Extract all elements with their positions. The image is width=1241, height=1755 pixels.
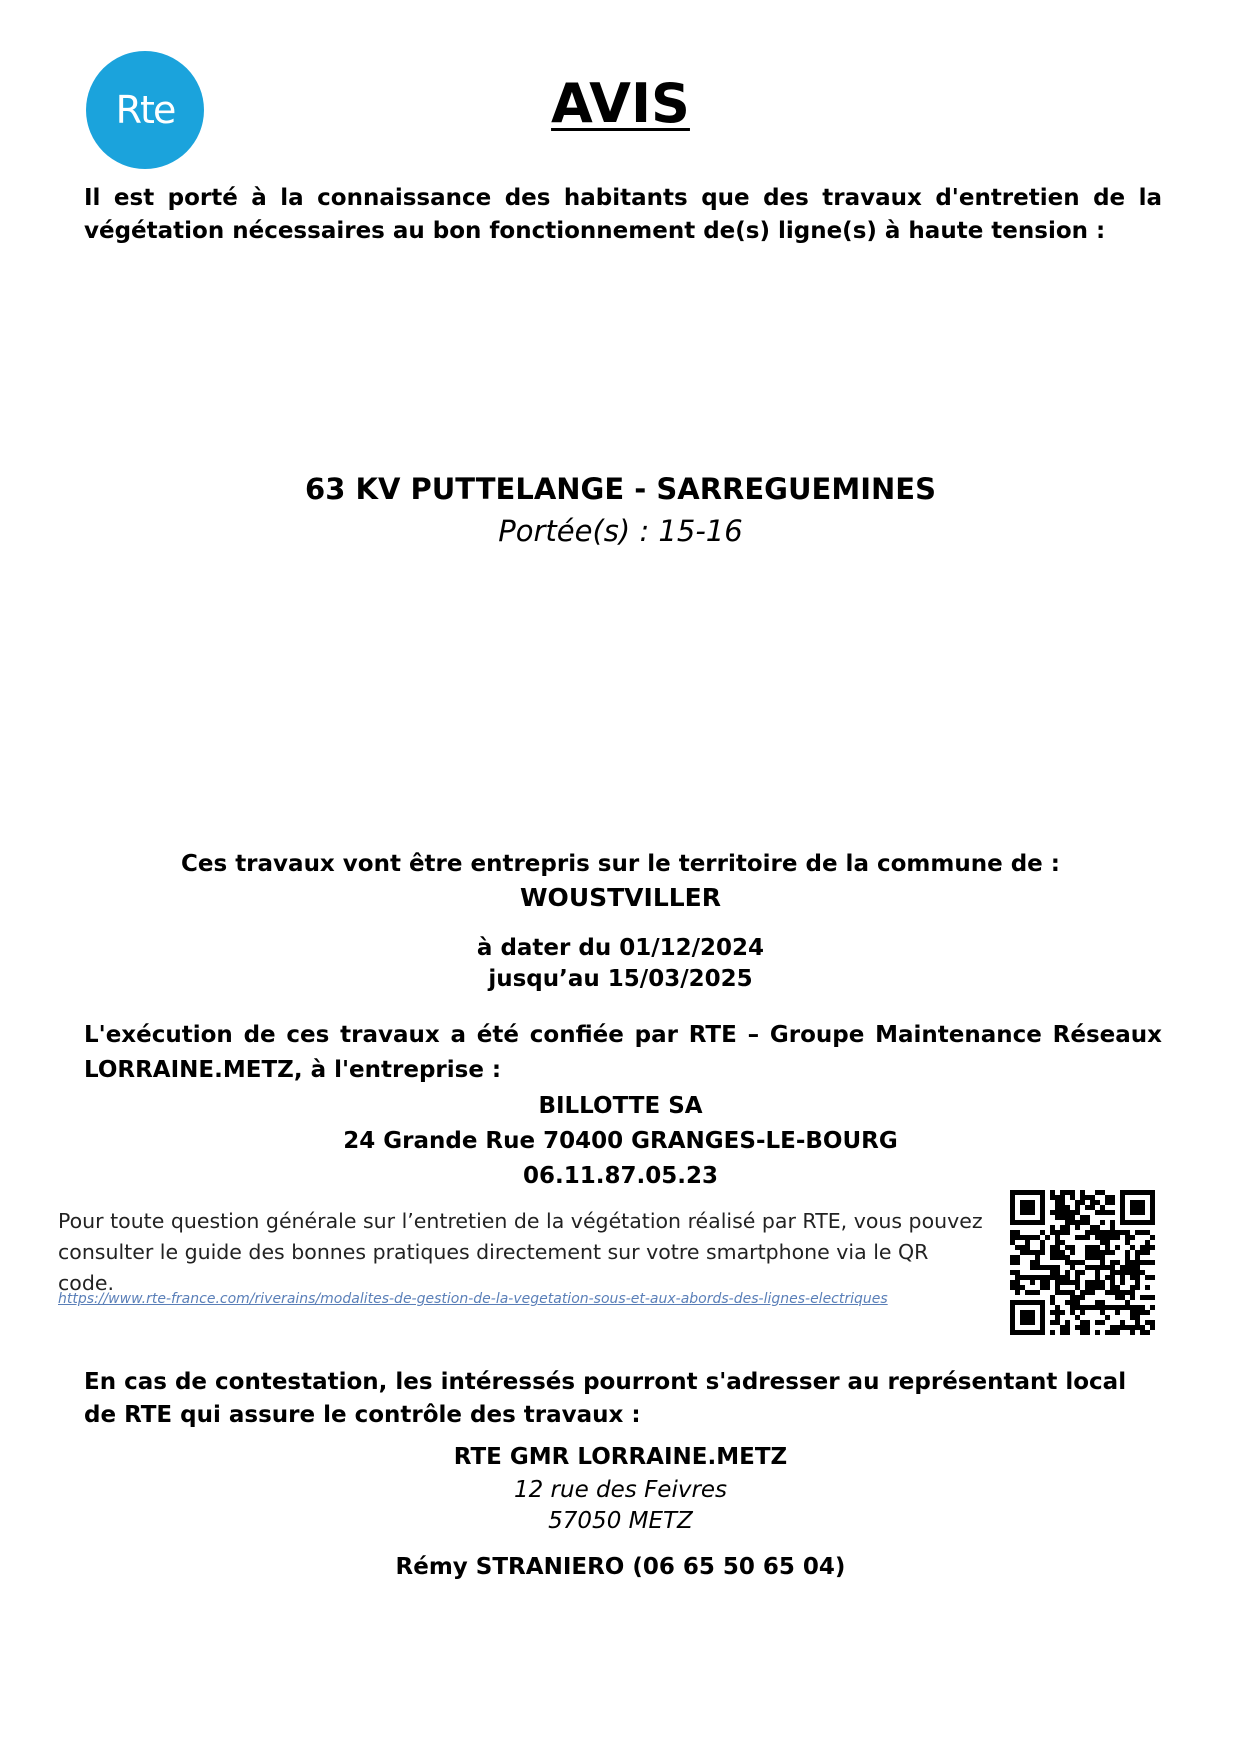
line-portee: Portée(s) : 15-16 <box>498 514 743 548</box>
contestation-text: En cas de contestation, les intéressés pourront s'adresser au représentant local de RTE qui assure le contrôle des travaux : <box>84 1369 1127 1428</box>
rte-logo-text: Rte <box>115 88 175 132</box>
qr-code-icon[interactable] <box>1010 1190 1155 1335</box>
intro-text: Il est porté à la connaissance des habitants que des travaux d'entretien de la végétation nécessaires au bon fonctionnement de(s) ligne(s) à haute tension : <box>84 185 1162 244</box>
rte-contact-street: 12 rue des Feivres <box>513 1477 728 1503</box>
guide-link[interactable]: https://www.rte-france.com/riverains/modalites-de-gestion-de-la-vegetation-sous-et-aux-abords-des-lignes-electriques <box>58 1291 888 1307</box>
company-phone: 06.11.87.05.23 <box>523 1163 718 1189</box>
commune-name: WOUSTVILLER <box>519 883 722 912</box>
company-name: BILLOTTE SA <box>538 1093 703 1119</box>
commune-intro: Ces travaux vont être entrepris sur le territoire de la commune de : <box>181 851 1060 877</box>
rte-contact-name: RTE GMR LORRAINE.METZ <box>453 1444 788 1470</box>
line-name: 63 KV PUTTELANGE - SARREGUEMINES <box>305 472 936 506</box>
end-date: jusqu’au 15/03/2025 <box>488 966 753 992</box>
rte-contact-person: Rémy STRANIERO (06 65 50 65 04) <box>395 1554 846 1580</box>
page-title: AVIS <box>551 72 690 135</box>
rte-contact-city: 57050 METZ <box>548 1508 693 1534</box>
start-date: à dater du 01/12/2024 <box>476 935 765 961</box>
execution-text: L'exécution de ces travaux a été confiée par RTE – Groupe Maintenance Réseaux LORRAINE.METZ, à l'entreprise : <box>84 1022 1162 1083</box>
general-info-text: Pour toute question générale sur l’entretien de la végétation réalisé par RTE, vous pouvez consulter le guide des bonnes pratiques directement sur votre smartphone via le QR code. <box>58 1209 983 1295</box>
company-address: 24 Grande Rue 70400 GRANGES-LE-BOURG <box>343 1128 898 1154</box>
